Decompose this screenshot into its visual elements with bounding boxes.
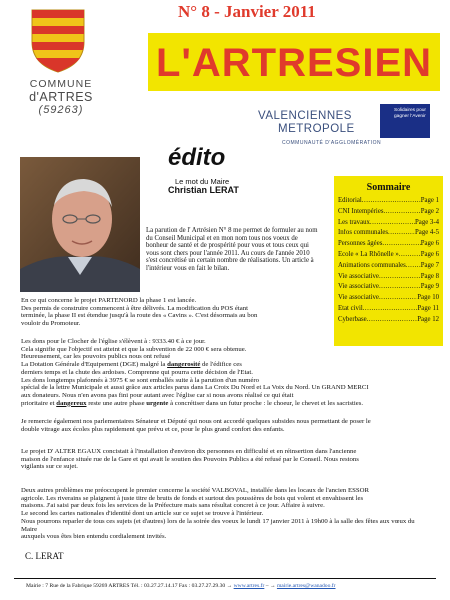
- body-line: Heureusement, car les pouvoirs publics nous ont refusé: [21, 353, 171, 361]
- commune-block: [22, 78, 100, 117]
- emphasis-dangereux: dangereux: [56, 399, 87, 407]
- body-line: vouloir du Promoteur.: [21, 320, 81, 328]
- toc-item[interactable]: [338, 262, 439, 273]
- toc-item-title: Personnes âgées: [338, 240, 383, 248]
- toc-item-page: Page 6: [420, 240, 439, 248]
- toc-item[interactable]: [338, 251, 439, 262]
- emphasis-dangerosite: dangerosité: [167, 361, 201, 369]
- footer-divider: [14, 578, 436, 579]
- mayor-photo: [20, 157, 140, 292]
- toc-item-title: Vie associative: [338, 272, 379, 280]
- toc-item[interactable]: [338, 229, 439, 240]
- toc-item-page: Page 4-5: [415, 229, 439, 237]
- toc-item-title: Animations communales: [338, 261, 406, 269]
- mayor-name: Christian LERAT: [168, 185, 239, 195]
- toc-item-page: Page 9: [420, 283, 439, 291]
- toc-item[interactable]: [338, 240, 439, 251]
- title-banner: [148, 33, 440, 91]
- body-line: Des permis de construire commencent à être délivrés. La modification du POS étant: [21, 304, 248, 312]
- footer: [26, 583, 336, 589]
- toc-item[interactable]: [338, 219, 439, 230]
- body-line: prioritaire et dangereux reste une autre phase urgente à concrétiser dans un futur proche : le choeur, le chevet et les sacristies.: [21, 399, 364, 407]
- toc-item-page: Page 10: [417, 294, 439, 302]
- toc-item-title: Les travaux: [338, 218, 370, 226]
- footer-arrow-icon: →: [226, 583, 233, 589]
- body-line: aux donateurs. Nous n'en avons pas fini pour autant avec l'église car si nous avons réalisé ce qui était: [21, 391, 294, 399]
- issue-number: N° 8 - Janvier 2011: [178, 2, 316, 21]
- toc-item-page: Page 6: [420, 250, 439, 258]
- body-line: La Dotation Générale d'Equipement (DGE) malgré la dangerosité de l'édifice ces: [21, 361, 242, 369]
- toc-item-page: Page 3-4: [415, 218, 439, 226]
- body-line: En ce qui concerne le projet PARTENORD la phase 1 est lancée.: [21, 297, 197, 304]
- toc-item-title: Cyberbase: [338, 315, 367, 323]
- body-paragraph-problemes: [21, 487, 431, 541]
- edito-heading: édito: [168, 144, 226, 171]
- toc-item[interactable]: [338, 208, 439, 219]
- body-paragraph-clocher: [21, 338, 431, 407]
- toc-item-title: Éditorial: [338, 197, 362, 204]
- toc-item-page: Page 2: [420, 207, 439, 215]
- body-line: spécial de la lettre Municipale et aussi grâce aux articles parus dans La Croix Du Nord et La Voix du Nord. Un GRAND MERCI: [21, 384, 369, 392]
- toc-item[interactable]: [338, 273, 439, 284]
- body-line: maisons. J'ai saisi par deux fois les services de la Préfecture mais sans résultat concret à ce jour. Affaire à suivre.: [21, 502, 325, 510]
- toc-leader-dots: [384, 208, 421, 215]
- toc-item-title: Vie associative: [338, 283, 379, 291]
- body-paragraph-alter-egaux: [21, 448, 431, 471]
- toc-item[interactable]: [338, 283, 439, 294]
- body-paragraph-partenord: [21, 297, 431, 328]
- body-line: Le second les cartes nationales d'identité dont un article sur ce sujet se trouve à l'intérieur.: [21, 510, 264, 518]
- toc-item-page: Page 7: [420, 261, 439, 269]
- toc-item[interactable]: [338, 197, 439, 208]
- toc-item-page: Page 11: [417, 304, 439, 312]
- commune-crest-logo: [28, 6, 88, 74]
- body-line: Nous pourrons reparler de tous ces sujets (et d'autres) lors de la soirée des voeux le lundi 17 janvier 2011 à 19h00 à la salle des fêtes aux vœux du Maire: [21, 517, 415, 533]
- toc-title: Sommaire: [366, 182, 411, 193]
- edito-intro: La parution de l' Artrésien N° 8 me permet de formuler au nom du Conseil Municipal et en mon nom tous nos voeux de bonheur de santé et de prospérité pour vous et tous ceux qui vous sont chers pour l'année 2011. Au cours de l'année 2010 s'est concrétisé un certain nombre de réalisations. Un article à l'intérieur vous en fait le bilan.: [146, 227, 318, 272]
- body-line: agricole. Les riverains se plaignent à juste titre de bruits de fonds et surtout des poussières de bois qui volent et envahissent les: [21, 494, 364, 502]
- body-line: derniers temps et la chute des ardoises. Comprenne qui pourra cette décision de l'Etat.: [21, 368, 253, 376]
- footer-email-link[interactable]: mairie.artres@wanadoo.fr: [276, 583, 336, 589]
- footer-contact: Mairie : 7 Rue de la Fabrique 59269 ARTRES Tél. : 03.27.27.14.17 Fax : 03.27.27.29.30: [26, 583, 226, 589]
- footer-website-link[interactable]: www.artres.fr: [233, 583, 265, 589]
- toc-leader-dots: [388, 229, 415, 236]
- toc-leader-dots: [379, 273, 421, 280]
- toc-leader-dots: [362, 197, 421, 204]
- valenciennes-metropole-logo: [258, 104, 438, 162]
- partner-name-line1: VALENCIENNES: [258, 110, 352, 122]
- newsletter-title: L'ARTRESIEN: [155, 41, 433, 85]
- body-line: maison de l'enfance située rue de la Gare et qui avait le soutien des Pouvoirs Publics a été refusé par le Conseil. Nous restons: [21, 455, 359, 463]
- toc-item-title: Ecole « La Rhônelle »: [338, 250, 399, 258]
- partner-name-line2: METROPOLE: [278, 123, 355, 135]
- body-line: auxquels vous êtes bien entendu cordialement invités.: [21, 533, 167, 541]
- toc-leader-dots: [379, 283, 421, 290]
- toc-leader-dots: [370, 219, 415, 226]
- footer-arrow-icon: →: [269, 583, 276, 589]
- partner-badge: Solidaires pour gagner l'Avenir: [380, 104, 430, 138]
- emphasis-urgente: urgente: [146, 399, 169, 407]
- toc-item-title: CNI Intempéries: [338, 207, 384, 215]
- body-line: Les dons pour le Clocher de l'église s'élèvent à : 9333.40 € à ce jour.: [21, 338, 206, 345]
- toc-item-title: Infos communales: [338, 229, 389, 237]
- signature: C. LERAT: [25, 551, 64, 561]
- commune-postal-code: (59263): [38, 104, 84, 116]
- toc-item-title: Vie associative: [338, 294, 379, 302]
- body-line: Deux autres problèmes me préoccupent le premier concerne la société VALBOVAL, installée dans les locaux de l'ancien ESSOR: [21, 487, 369, 494]
- body-line: Les dons longtemps plafonnés à 3975 € se sont emballés suite à la parution d'un numéro: [21, 376, 259, 384]
- partner-tagline: COMMUNAUTÉ D'AGGLOMÉRATION: [282, 140, 382, 146]
- footer-separator: –: [265, 583, 269, 589]
- toc-leader-dots: [406, 262, 421, 269]
- toc-item-page: Page 1: [420, 197, 439, 204]
- body-line: terminée, la phase II est étendue jusqu'à la route des « Cavins ». C'est désormais au bon: [21, 312, 258, 320]
- toc-item-title: Etat civil: [338, 304, 363, 312]
- toc-item-page: Page 8: [420, 272, 439, 280]
- body-paragraph-parlementaires: [21, 418, 431, 433]
- edito-subheading: Le mot du Maire: [175, 177, 230, 186]
- body-line: Cela signifie que l'objectif est atteint et que la subvention de 22 000 € sera obtenue.: [21, 345, 247, 353]
- toc-leader-dots: [399, 251, 421, 258]
- commune-label: COMMUNE: [29, 78, 93, 90]
- body-line: double vitrage aux écoles plus rapidement que prévu et ce, pour le plus grand confort des enfants.: [21, 425, 285, 433]
- body-line: vigilants sur ce sujet.: [21, 463, 78, 471]
- body-line: Le projet D' ALTER EGAUX concistait à l'installation d'environ dix personnes en difficulté et en réinsertion dans l'ancienne: [21, 448, 357, 455]
- commune-name: d'ARTRES: [29, 90, 93, 104]
- body-line: Je remercie également nos parlementaires Sénateur et Député qui nous ont accordé quelques subsides nous permettant de poser le: [21, 418, 371, 425]
- toc-item-page: Page 12: [417, 315, 439, 323]
- toc-leader-dots: [382, 240, 420, 247]
